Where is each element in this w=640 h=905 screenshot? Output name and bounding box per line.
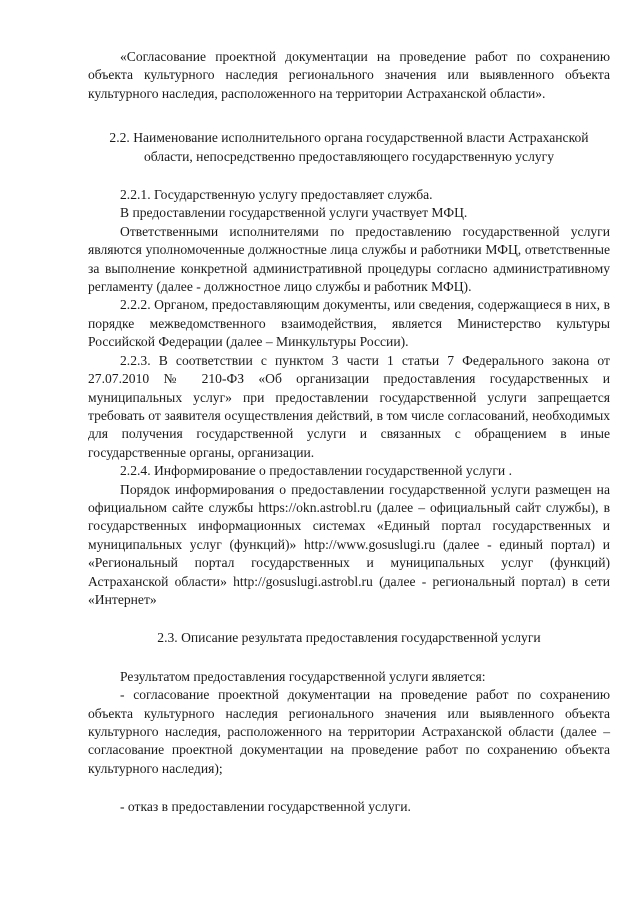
intro-paragraph: «Согласование проектной документации на проведение работ по сохранению объекта культурного наследия регионального значения или выявленного объекта культурного наследия, расположенного на территории Астраханской области». <box>88 49 610 101</box>
paragraph-mfc: В предоставлении государственной услуги участвует МФЦ. <box>120 205 468 221</box>
paragraph-result-intro: Результатом предоставления государственной услуги является: <box>120 668 486 684</box>
paragraph-2-2-2: 2.2.2. Органом, предоставляющим документы, или сведения, содержащиеся в них, в порядке межведомственного взаимодействия, является Министерство культуры Российской Федерации (далее – Минкультуры России). <box>88 297 610 350</box>
paragraph-result-approval: - согласование проектной документации на проведение работ по сохранению объекта культурного наследия регионального значения или выявленного объекта культурного наследия, расположенного на территории Астраханской области (далее – согласование проектной документации на проведение работ по сохранению объекта культурного наследия); <box>88 687 610 776</box>
paragraph-result-refusal: - отказ в предоставлении государственной услуги. <box>120 799 411 815</box>
paragraph-responsible: Ответственными исполнителями по предоставлению государственной услуги являются уполномоченные должностные лица службы и работники МФЦ, ответственные за выполнение конкретной административной процедуры согласно административному регламенту (далее - должностное лицо службы и работник МФЦ). <box>88 223 610 295</box>
paragraph-2-2-3: 2.2.3. В соответствии с пунктом 3 части 1 статьи 7 Федерального закона от 27.07.2010 № 210-ФЗ «Об организации предоставления государственных и муниципальных услуг» при предоставлении государственной услуги запрещается требовать от заявителя осуществления действий, в том числе согласований, необходимых для получения государственной услуги и связанных с обращением в иные государственные органы, организации. <box>88 352 610 460</box>
section-2-2-heading: 2.2. Наименование исполнительного органа государственной власти Астраханской области, непосредственно предоставляющего государственную услугу <box>109 130 589 164</box>
paragraph-2-2-4: 2.2.4. Информирование о предоставлении государственной услуги . <box>120 463 512 479</box>
section-2-3-heading: 2.3. Описание результата предоставления государственной услуги <box>157 630 541 646</box>
paragraph-2-2-1: 2.2.1. Государственную услугу предоставляет служба. <box>120 187 433 203</box>
paragraph-order: Порядок информирования о предоставлении государственной услуги размещен на официальном сайте службы https://okn.astrobl.ru (далее – официальный сайт службы), в государственных информационных системах «Единый портал государственных и муниципальных услуг (функций)» http://www.gosuslugi.ru (далее - единый портал) и «Региональный портал государственных и муниципальных услуг (функций) Астраханской области» http://gosuslugi.astrobl.ru (далее - региональный портал) в сети «Интернет» <box>88 481 610 607</box>
